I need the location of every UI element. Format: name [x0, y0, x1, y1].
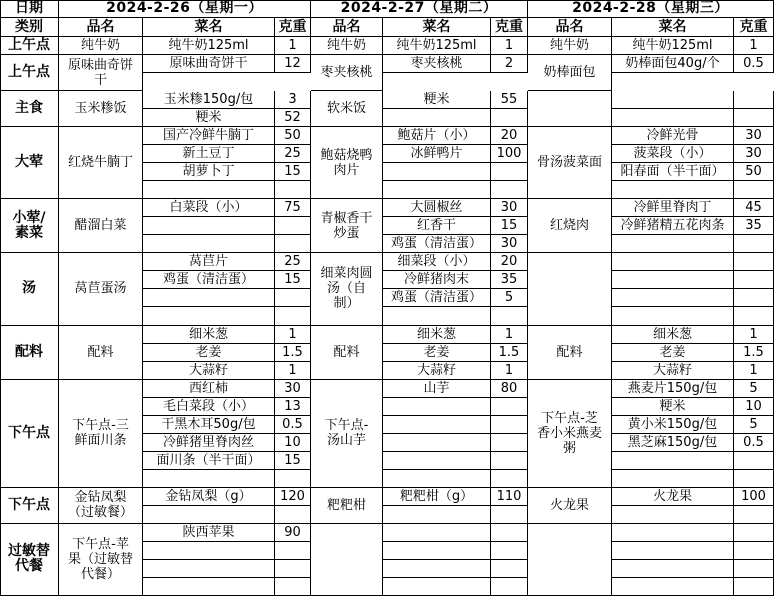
- day-date: 2024-2-26（星期一）: [59, 0, 311, 18]
- ingredient-cell: 细米葱: [143, 326, 275, 344]
- weight-cell: 1.5: [491, 344, 528, 362]
- ingredient-cell: 新土豆丁: [143, 145, 275, 163]
- ingredient-cell: [383, 524, 491, 542]
- weight-cell: 15: [275, 452, 311, 470]
- weight-cell: [491, 163, 528, 181]
- ingredient-cell: 粳米: [612, 398, 734, 416]
- category-cell: 下午点: [0, 488, 59, 524]
- ingredient-cell: [383, 307, 491, 325]
- ingredient-cell: [612, 560, 734, 578]
- day-date: 2024-2-28（星期三）: [528, 0, 774, 18]
- weight-cell: 50: [275, 127, 311, 145]
- weight-cell: 1: [491, 326, 528, 344]
- weight-cell: 10: [734, 398, 774, 416]
- dish-cell: 红烧牛腩丁: [59, 127, 143, 199]
- weight-cell: [275, 307, 311, 325]
- weight-cell: 15: [275, 271, 311, 289]
- ingredient-cell: 阳春面（半干面）: [612, 163, 734, 181]
- dish-cell: 枣夹核桃: [311, 55, 383, 91]
- weight-cell: 1: [734, 37, 774, 55]
- weight-cell: 110: [491, 488, 528, 506]
- ingredient-cell: [143, 470, 275, 488]
- ingredient-cell: [612, 452, 734, 470]
- weight-cell: [275, 217, 311, 235]
- day-date: 2024-2-27（星期二）: [311, 0, 528, 18]
- dish-cell: 纯牛奶: [311, 37, 383, 55]
- ingredient-cell: 细米葱: [612, 326, 734, 344]
- dish-cell: 配料: [528, 326, 612, 380]
- ingredient-cell: [383, 109, 491, 127]
- weight-cell: [734, 109, 774, 127]
- weight-cell: 35: [491, 271, 528, 289]
- weight-cell: [491, 524, 528, 542]
- weight-cell: [275, 470, 311, 488]
- ingredient-cell: [143, 181, 275, 199]
- weight-cell: [491, 578, 528, 596]
- ingredient-cell: 细米葱: [383, 326, 491, 344]
- weight-cell: [734, 524, 774, 542]
- ingredient-cell: 粳米: [143, 109, 275, 127]
- weight-cell: 45: [734, 199, 774, 217]
- ingredient-cell: 纯牛奶125ml: [612, 37, 734, 55]
- weight-cell: [491, 452, 528, 470]
- weight-cell: [275, 289, 311, 307]
- ingredient-cell: [383, 542, 491, 560]
- ingredient-cell: [383, 434, 491, 452]
- category-cell: 配料: [0, 326, 59, 380]
- weight-cell: [734, 452, 774, 470]
- ingredient-cell: 鲍菇片（小）: [383, 127, 491, 145]
- dish-cell: 玉米糁饭: [59, 91, 143, 127]
- weight-cell: 1: [275, 37, 311, 55]
- weight-cell: [734, 91, 774, 109]
- ingredient-cell: [383, 452, 491, 470]
- ingredient-cell: [143, 542, 275, 560]
- weight-cell: [275, 560, 311, 578]
- dish-cell: 配料: [59, 326, 143, 380]
- ingredient-cell: [612, 542, 734, 560]
- category-cell: 汤: [0, 253, 59, 325]
- weight-cell: 1: [734, 362, 774, 380]
- dish-header: 品名: [59, 18, 143, 37]
- weight-cell: 1: [491, 362, 528, 380]
- ingredient-cell: 老姜: [612, 344, 734, 362]
- dish-cell: [528, 524, 612, 596]
- ingredient-cell: [143, 307, 275, 325]
- weight-cell: [275, 181, 311, 199]
- ingredient-cell: 山芋: [383, 380, 491, 398]
- weight-cell: 25: [275, 253, 311, 271]
- dish-cell: 下午点- 汤山芋: [311, 380, 383, 488]
- ingredient-cell: 冷鲜猪肉末: [383, 271, 491, 289]
- ingredient-cell: 冷鲜猪精五花肉条: [612, 217, 734, 235]
- weight-header: 克重: [491, 18, 528, 37]
- ingredient-cell: 黑芝麻150g/包: [612, 434, 734, 452]
- dish-cell: 下午点-苹 果（过敏替 代餐）: [59, 524, 143, 596]
- weight-cell: 1.5: [275, 344, 311, 362]
- weight-cell: 35: [734, 217, 774, 235]
- ingredient-cell: [383, 416, 491, 434]
- weight-cell: [734, 181, 774, 199]
- ingredient-header: 菜名: [383, 18, 491, 37]
- dish-cell: 莴苣蛋汤: [59, 253, 143, 325]
- weight-cell: [734, 253, 774, 271]
- ingredient-cell: [143, 217, 275, 235]
- weight-header: 克重: [275, 18, 311, 37]
- weight-cell: [491, 109, 528, 127]
- weight-cell: [491, 434, 528, 452]
- dish-header: 品名: [311, 18, 383, 37]
- ingredient-cell: 冷鲜里脊肉丁: [612, 199, 734, 217]
- ingredient-cell: [612, 524, 734, 542]
- ingredient-cell: [612, 506, 734, 524]
- weight-cell: 1: [734, 326, 774, 344]
- ingredient-cell: [383, 470, 491, 488]
- category-cell: 上午点: [0, 37, 59, 55]
- ingredient-cell: 大蒜籽: [383, 362, 491, 380]
- weight-cell: 0.5: [734, 434, 774, 452]
- category-cell: 小荤/ 素菜: [0, 199, 59, 253]
- ingredient-cell: [383, 398, 491, 416]
- weight-cell: 12: [275, 55, 311, 73]
- ingredient-cell: 老姜: [143, 344, 275, 362]
- weight-cell: [734, 307, 774, 325]
- dish-cell: 红烧肉: [528, 199, 612, 253]
- ingredient-cell: 枣夹核桃: [383, 55, 491, 73]
- ingredient-cell: [612, 235, 734, 253]
- ingredient-cell: 干黑木耳50g/包: [143, 416, 275, 434]
- weight-cell: [275, 578, 311, 596]
- ingredient-cell: 纯牛奶125ml: [383, 37, 491, 55]
- ingredient-cell: [143, 506, 275, 524]
- weight-cell: [491, 398, 528, 416]
- weight-cell: [491, 560, 528, 578]
- dish-header: 品名: [528, 18, 612, 37]
- weight-cell: 5: [491, 289, 528, 307]
- ingredient-cell: 粳米: [383, 91, 491, 109]
- ingredient-cell: 大蒜籽: [143, 362, 275, 380]
- ingredient-cell: 大蒜籽: [612, 362, 734, 380]
- ingredient-cell: 红香干: [383, 217, 491, 235]
- ingredient-cell: [612, 271, 734, 289]
- weight-cell: [275, 235, 311, 253]
- weight-cell: [275, 542, 311, 560]
- weight-cell: 15: [491, 217, 528, 235]
- ingredient-header: 菜名: [612, 18, 734, 37]
- weight-cell: [275, 506, 311, 524]
- ingredient-cell: 冰鲜鸭片: [383, 145, 491, 163]
- ingredient-cell: [143, 578, 275, 596]
- weight-cell: 52: [275, 109, 311, 127]
- weight-cell: [491, 307, 528, 325]
- weight-cell: 5: [734, 380, 774, 398]
- dish-cell: 火龙果: [528, 488, 612, 524]
- ingredient-cell: 黄小米150g/包: [612, 416, 734, 434]
- dish-cell: [311, 524, 383, 596]
- weight-cell: 1.5: [734, 344, 774, 362]
- ingredient-cell: 莴苣片: [143, 253, 275, 271]
- weight-cell: 0.5: [734, 55, 774, 73]
- weight-cell: 5: [734, 416, 774, 434]
- ingredient-cell: 燕麦片150g/包: [612, 380, 734, 398]
- weight-cell: 1: [491, 37, 528, 55]
- ingredient-cell: 鸡蛋（清洁蛋）: [143, 271, 275, 289]
- ingredient-cell: [383, 181, 491, 199]
- dish-cell: 青椒香干 炒蛋: [311, 199, 383, 253]
- dish-cell: 纯牛奶: [59, 37, 143, 55]
- weight-cell: 0.5: [275, 416, 311, 434]
- dish-cell: 金钻凤梨 （过敏餐）: [59, 488, 143, 524]
- ingredient-cell: 冷鲜猪里脊肉丝: [143, 434, 275, 452]
- weight-cell: 100: [491, 145, 528, 163]
- category-header: 类别: [0, 18, 59, 37]
- category-cell: 下午点: [0, 380, 59, 488]
- weight-cell: 55: [491, 91, 528, 109]
- dish-cell: 下午点-芝 香小米燕麦 粥: [528, 380, 612, 488]
- weight-cell: [734, 560, 774, 578]
- weight-cell: 10: [275, 434, 311, 452]
- weight-cell: [491, 181, 528, 199]
- ingredient-cell: [612, 307, 734, 325]
- weight-cell: 30: [734, 145, 774, 163]
- weight-cell: [734, 506, 774, 524]
- dish-cell: [528, 253, 612, 325]
- ingredient-cell: 老姜: [383, 344, 491, 362]
- dish-cell: 细菜肉圆 汤（自 制）: [311, 253, 383, 325]
- ingredient-cell: 纯牛奶125ml: [143, 37, 275, 55]
- category-cell: 上午点: [0, 55, 59, 91]
- date-label: 日期: [0, 0, 59, 18]
- weight-cell: [734, 235, 774, 253]
- weight-cell: 1: [275, 362, 311, 380]
- ingredient-cell: 西红柿: [143, 380, 275, 398]
- weight-cell: [491, 470, 528, 488]
- ingredient-cell: [143, 289, 275, 307]
- weight-cell: 30: [734, 127, 774, 145]
- ingredient-cell: [612, 470, 734, 488]
- ingredient-cell: 原味曲奇饼干: [143, 55, 275, 73]
- ingredient-cell: [143, 235, 275, 253]
- weight-cell: 20: [491, 127, 528, 145]
- dish-cell: 醋溜白菜: [59, 199, 143, 253]
- weight-cell: [491, 506, 528, 524]
- category-cell: 过敏替 代餐: [0, 524, 59, 596]
- weight-cell: [491, 542, 528, 560]
- weight-cell: 2: [491, 55, 528, 73]
- ingredient-cell: 面川条（半干面）: [143, 452, 275, 470]
- ingredient-cell: 细菜段（小）: [383, 253, 491, 271]
- weight-cell: 20: [491, 253, 528, 271]
- ingredient-cell: [612, 91, 734, 109]
- weight-cell: 30: [275, 380, 311, 398]
- dish-cell: 配料: [311, 326, 383, 380]
- ingredient-cell: 火龙果: [612, 488, 734, 506]
- ingredient-cell: 胡萝卜丁: [143, 163, 275, 181]
- ingredient-cell: [612, 289, 734, 307]
- ingredient-cell: 毛白菜段（小）: [143, 398, 275, 416]
- ingredient-cell: [383, 560, 491, 578]
- weight-cell: 3: [275, 91, 311, 109]
- weight-cell: [734, 271, 774, 289]
- dish-cell: [528, 91, 612, 127]
- ingredient-cell: [383, 578, 491, 596]
- weight-cell: 120: [275, 488, 311, 506]
- ingredient-cell: 冷鲜光骨: [612, 127, 734, 145]
- ingredient-cell: [612, 109, 734, 127]
- weight-cell: [734, 578, 774, 596]
- ingredient-cell: [143, 560, 275, 578]
- ingredient-cell: 白菜段（小）: [143, 199, 275, 217]
- ingredient-cell: 国产冷鲜牛腩丁: [143, 127, 275, 145]
- dish-cell: 粑粑柑: [311, 488, 383, 524]
- weight-cell: 15: [275, 163, 311, 181]
- dish-cell: 奶棒面包: [528, 55, 612, 91]
- weight-cell: 50: [734, 163, 774, 181]
- weight-cell: [734, 289, 774, 307]
- dish-cell: 下午点-三 鲜面川条: [59, 380, 143, 488]
- ingredient-cell: [383, 163, 491, 181]
- weight-cell: 1: [275, 326, 311, 344]
- ingredient-cell: [612, 181, 734, 199]
- weight-cell: 90: [275, 524, 311, 542]
- ingredient-cell: 鸡蛋（清洁蛋）: [383, 235, 491, 253]
- weight-cell: [734, 542, 774, 560]
- weight-header: 克重: [734, 18, 774, 37]
- dish-cell: 软米饭: [311, 91, 383, 127]
- ingredient-cell: [612, 578, 734, 596]
- category-cell: 主食: [0, 91, 59, 127]
- dish-cell: 鲍菇烧鸭 肉片: [311, 127, 383, 199]
- ingredient-cell: 粑粑柑（g）: [383, 488, 491, 506]
- weight-cell: [491, 416, 528, 434]
- ingredient-cell: 鸡蛋（清洁蛋）: [383, 289, 491, 307]
- weight-cell: 80: [491, 380, 528, 398]
- ingredient-cell: 玉米糁150g/包: [143, 91, 275, 109]
- weight-cell: 25: [275, 145, 311, 163]
- weight-cell: 30: [491, 199, 528, 217]
- weight-cell: 100: [734, 488, 774, 506]
- category-cell: 大荤: [0, 127, 59, 199]
- weight-cell: 75: [275, 199, 311, 217]
- ingredient-cell: 陕西苹果: [143, 524, 275, 542]
- ingredient-cell: 菠菜段（小）: [612, 145, 734, 163]
- dish-cell: 骨汤菠菜面: [528, 127, 612, 199]
- weight-cell: 13: [275, 398, 311, 416]
- ingredient-cell: [383, 506, 491, 524]
- dish-cell: 纯牛奶: [528, 37, 612, 55]
- weight-cell: [734, 470, 774, 488]
- dish-cell: 原味曲奇饼 干: [59, 55, 143, 91]
- ingredient-cell: 奶棒面包40g/个: [612, 55, 734, 73]
- ingredient-header: 菜名: [143, 18, 275, 37]
- ingredient-cell: 金钻凤梨（g）: [143, 488, 275, 506]
- ingredient-cell: 大圆椒丝: [383, 199, 491, 217]
- weight-cell: 30: [491, 235, 528, 253]
- ingredient-cell: [612, 253, 734, 271]
